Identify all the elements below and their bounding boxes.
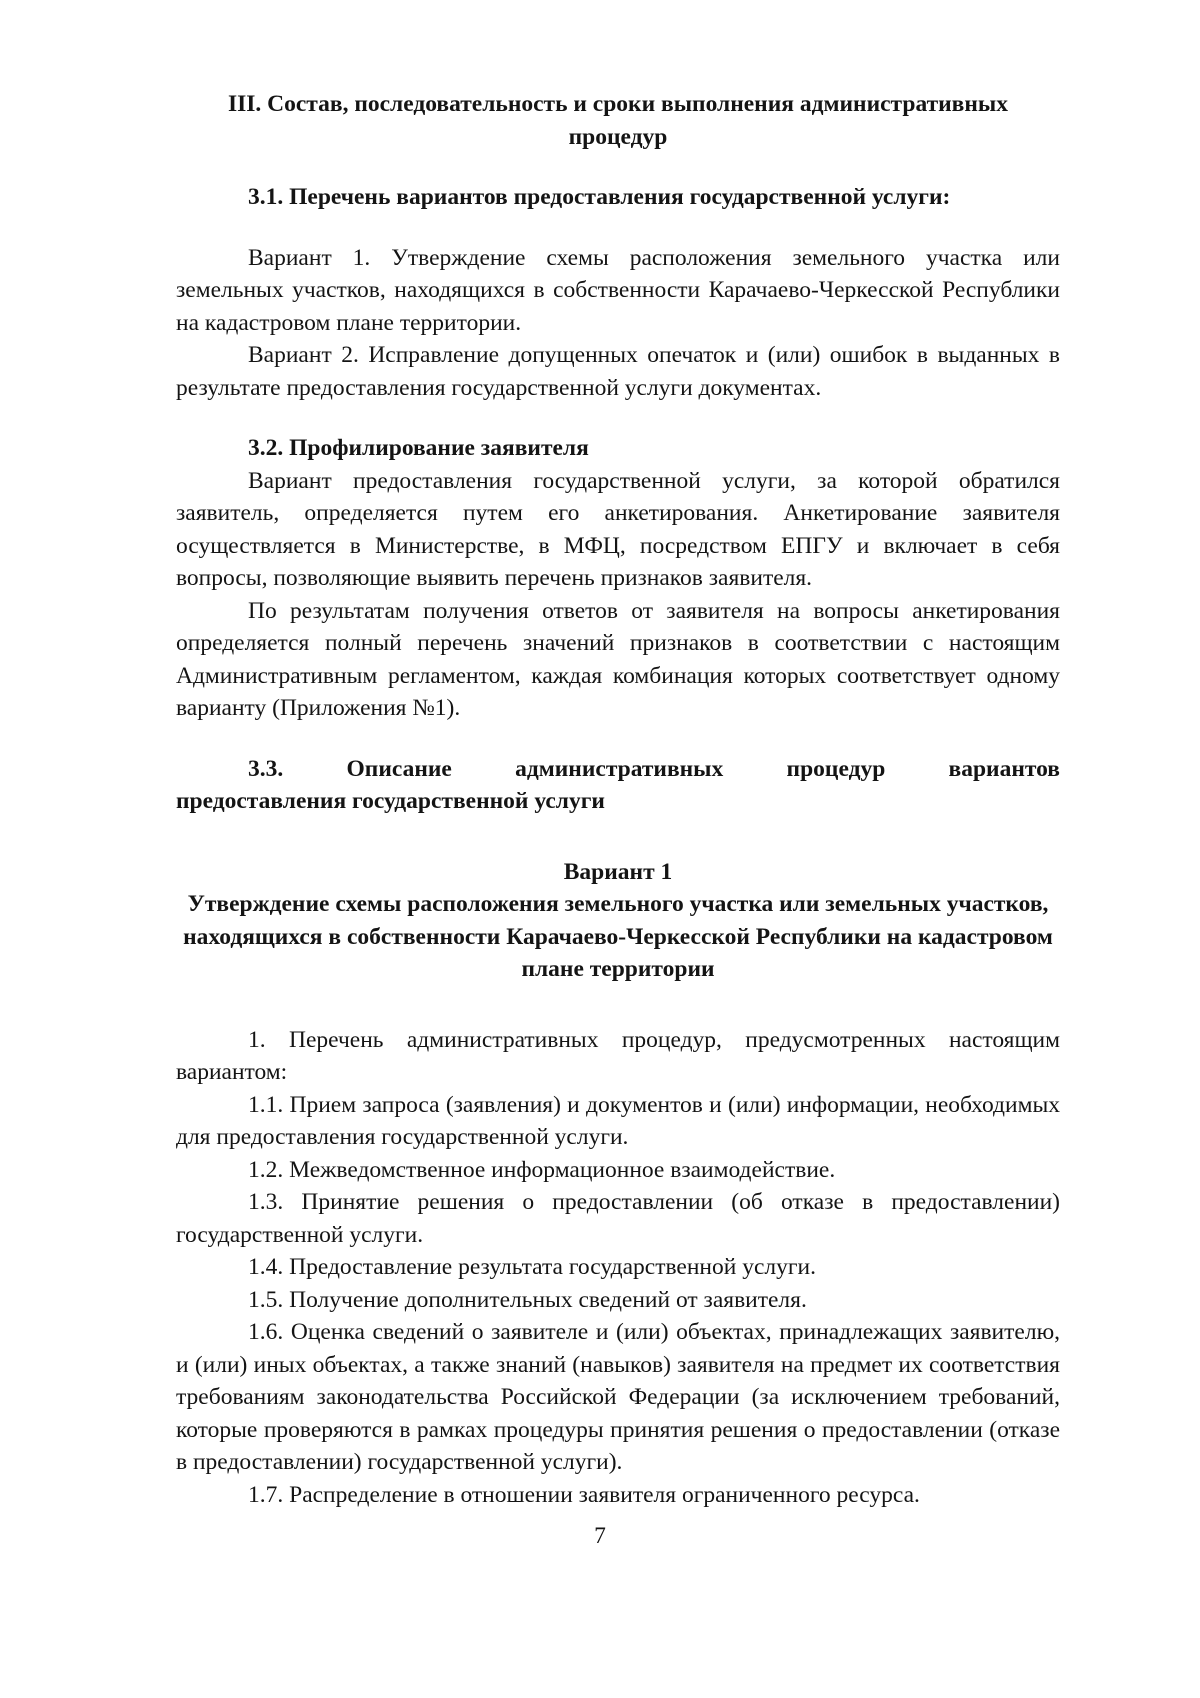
section-3-3-heading: [176, 753, 1060, 818]
procedure-item: 1.1. Прием запроса (заявления) и документов и (или) информации, необходимых для предоставления государственной услуги.: [176, 1091, 1060, 1150]
procedure-item: 1. Перечень административных процедур, предусмотренных настоящим вариантом:: [176, 1026, 1060, 1085]
procedure-item: 1.3. Принятие решения о предоставлении (об отказе в предоставлении) государственной услуги.: [176, 1189, 1060, 1248]
procedure-item: 1.5. Получение дополнительных сведений от заявителя.: [248, 1286, 807, 1313]
procedure-item: 1.7. Распределение в отношении заявителя ограниченного ресурса.: [248, 1481, 920, 1508]
heading-line-2: предоставления государственной услуги: [176, 788, 605, 814]
procedure-item: 1.6. Оценка сведений о заявителе и (или) объектах, принадлежащих заявителю, и (или) иных объектах, а также знаний (навыков) заявителя на предмет их соответствия требованиям законодательства Российской Федерации (за исключением требований, которые проверяются в рамках процедуры принятия решения о предоставлении (отказе в предоставлении) государственной услуги).: [176, 1319, 1060, 1475]
section-title: III. Состав, последовательность и сроки выполнения административных процедур: [227, 91, 1009, 150]
heading-word: вариантов: [948, 755, 1060, 782]
procedure-item: 1.2. Межведомственное информационное взаимодействие.: [248, 1156, 836, 1183]
section-3-2-heading: 3.2. Профилирование заявителя: [248, 435, 589, 461]
variant-1-summary: Вариант 1. Утверждение схемы расположения земельного участка или земельных участков, находящихся в собственности Карачаево-Черкесской Республики на кадастровом плане территории.: [176, 244, 1060, 336]
section-3-1-heading: 3.1. Перечень вариантов предоставления государственной услуги:: [248, 184, 951, 210]
heading-word: процедур: [786, 755, 886, 782]
procedure-item: 1.4. Предоставление результата государственной услуги.: [248, 1254, 816, 1280]
variant-1-label: Вариант 1: [563, 858, 673, 885]
page-content: [176, 88, 1060, 1511]
variant-1-title: Утверждение схемы расположения земельного участка или земельных участков, находящихся в собственности Карачаево-Черкесской Республики на кадастровом плане территории: [183, 891, 1053, 982]
heading-word: Описание: [346, 755, 452, 782]
profiling-paragraph-1: Вариант предоставления государственной услуги, за которой обратился заявитель, определяется путем его анкетирования. Анкетирование заявителя осуществляется в Министерстве, в МФЦ, посредством ЕПГУ и включает в себя вопросы, позволяющие выявить перечень признаков заявителя.: [176, 467, 1060, 591]
variant-2-summary: Вариант 2. Исправление допущенных опечаток и (или) ошибок в выданных в результате предоставления государственной услуги документах.: [176, 342, 1060, 401]
profiling-paragraph-2: По результатам получения ответов от заявителя на вопросы анкетирования определяется полный перечень значений признаков в соответствии с настоящим Административным регламентом, каждая комбинация которых соответствует одному варианту (Приложения №1).: [176, 597, 1060, 721]
heading-word: административных: [515, 755, 724, 782]
page-number: 7: [594, 1523, 606, 1549]
heading-word: 3.3.: [248, 755, 284, 782]
